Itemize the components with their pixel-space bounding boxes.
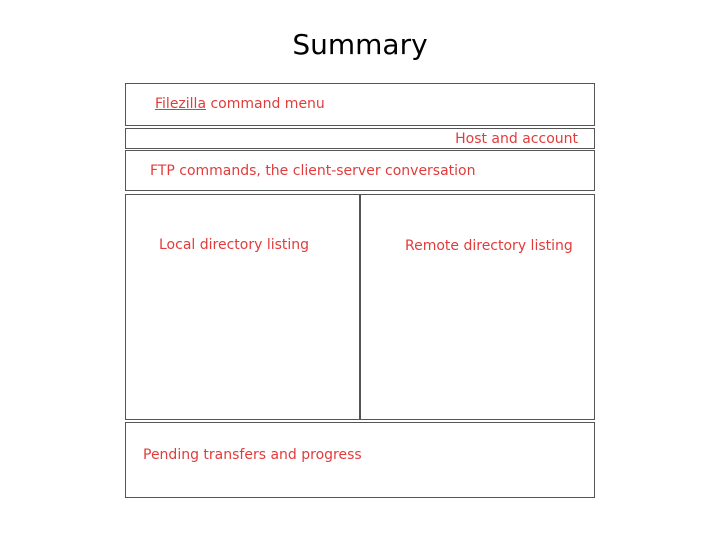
command-menu-panel xyxy=(125,83,595,126)
ftp-commands-label: FTP commands, the client-server conversation xyxy=(150,163,476,179)
host-account-label: Host and account xyxy=(455,131,578,147)
slide-title: Summary xyxy=(292,28,428,61)
command-menu-label xyxy=(155,96,325,112)
listing-divider xyxy=(359,195,361,419)
pending-transfers-panel xyxy=(125,422,595,498)
local-listing-label: Local directory listing xyxy=(159,237,310,253)
filezilla-word: Filezilla xyxy=(155,96,207,112)
directory-listings-panel xyxy=(125,194,595,420)
command-menu-text: command menu xyxy=(206,96,325,112)
pending-transfers-label: Pending transfers and progress xyxy=(143,447,362,463)
ftp-commands-panel xyxy=(125,150,595,191)
host-account-panel xyxy=(125,128,595,149)
remote-listing-label: Remote directory listing xyxy=(405,238,573,254)
